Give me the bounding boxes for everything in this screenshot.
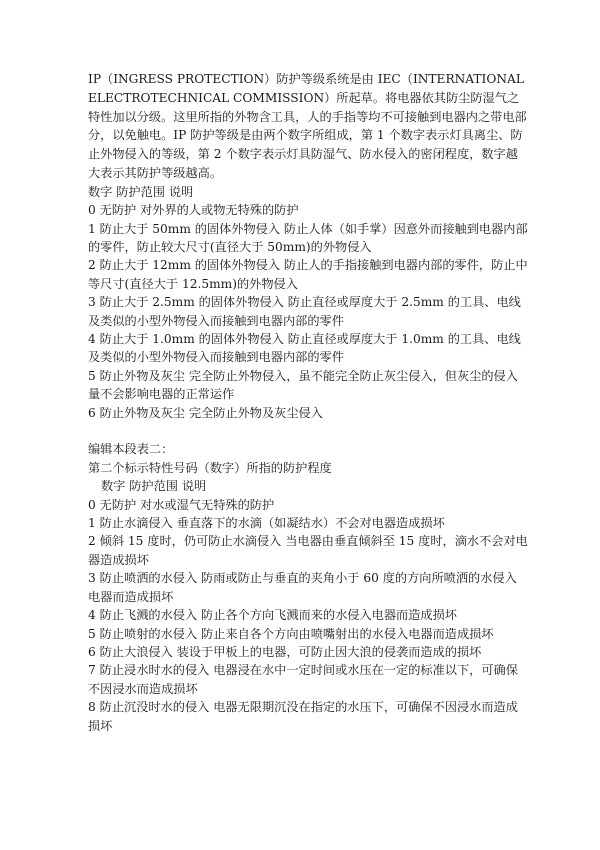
table1-row-2: 2 防止大于 12mm 的固体外物侵入 防止人的手指接触到电器内部的零件，防止中等尺寸(直径大于 12.5mm)的外物侵入 xyxy=(88,258,528,291)
table2-row-4: 4 防止飞溅的水侵入 防止各个方向飞溅而来的水侵入电器而造成损坏 xyxy=(88,608,457,623)
intro-paragraph: IP（INGRESS PROTECTION）防护等级系统是由 IEC（INTERNATIONAL ELECTROTECHNICAL COMMISSION）所起草。将电器依其防尘防湿气之特性加以分级。这里所指的外物含工具，人的手指等均不可接触到电器内之带电部分，以免触电。IP 防护等级是由两个数字所组成，第 1 个数字表示灯具离尘、防止外物侵入的等级，第 2 个数字表示灯具防湿气、防水侵入的密闭程度，数字越大表示其防护等级越高。 xyxy=(88,72,527,180)
table1-header: 数字 防护范围 说明 xyxy=(88,184,194,199)
edit-section-title: 编辑本段表二： xyxy=(88,442,174,457)
table2-row-5: 5 防止喷射的水侵入 防止来自各个方向由喷嘴射出的水侵入电器而造成损坏 xyxy=(88,626,494,641)
table1-row-4: 4 防止大于 1.0mm 的固体外物侵入 防止直径或厚度大于 1.0mm 的工具、电线及类似的小型外物侵入而接触到电器内部的零件 xyxy=(88,332,521,365)
spacer xyxy=(88,422,528,440)
document-page xyxy=(88,70,528,735)
table1-row-6: 6 防止外物及灰尘 完全防止外物及灰尘侵入 xyxy=(88,405,323,420)
table2-row-6: 6 防止大浪侵入 装设于甲板上的电器，可防止因大浪的侵袭而造成的损坏 xyxy=(88,644,482,659)
table2-subtitle: 第二个标示特性号码（数字）所指的防护程度 xyxy=(88,460,332,475)
table2-row-3: 3 防止喷洒的水侵入 防雨或防止与垂直的夹角小于 60 度的方向所喷洒的水侵入电器而造成损坏 xyxy=(88,571,517,604)
table1-row-1: 1 防止大于 50mm 的固体外物侵入 防止人体（如手掌）因意外而接触到电器内部的零件，防止较大尺寸(直径大于 50mm)的外物侵入 xyxy=(88,221,528,254)
table1-row-3: 3 防止大于 2.5mm 的固体外物侵入 防止直径或厚度大于 2.5mm 的工具、电线及类似的小型外物侵入而接触到电器内部的零件 xyxy=(88,295,521,328)
table1-row-0: 0 无防护 对外界的人或物无特殊的防护 xyxy=(88,203,299,218)
table2-header: 数字 防护范围 说明 xyxy=(101,479,207,494)
table1-row-5: 5 防止外物及灰尘 完全防止外物侵入，虽不能完全防止灰尘侵入，但灰尘的侵入量不会影响电器的正常运作 xyxy=(88,368,518,402)
table2-row-1: 1 防止水滴侵入 垂直落下的水滴（如凝结水）不会对电器造成损坏 xyxy=(88,516,445,531)
table2-row-7: 7 防止浸水时水的侵入 电器浸在水中一定时间或水压在一定的标准以下，可确保不因浸水而造成损坏 xyxy=(88,663,518,696)
table2-row-8: 8 防止沉没时水的侵入 电器无限期沉没在指定的水压下，可确保不因浸水而造成损坏 xyxy=(88,700,518,733)
table2-row-0: 0 无防护 对水或湿气无特殊的防护 xyxy=(88,497,275,512)
table2-row-2: 2 倾斜 15 度时，仍可防止水滴侵入 当电器由垂直倾斜至 15 度时，滴水不会对电器造成损坏 xyxy=(88,534,528,567)
